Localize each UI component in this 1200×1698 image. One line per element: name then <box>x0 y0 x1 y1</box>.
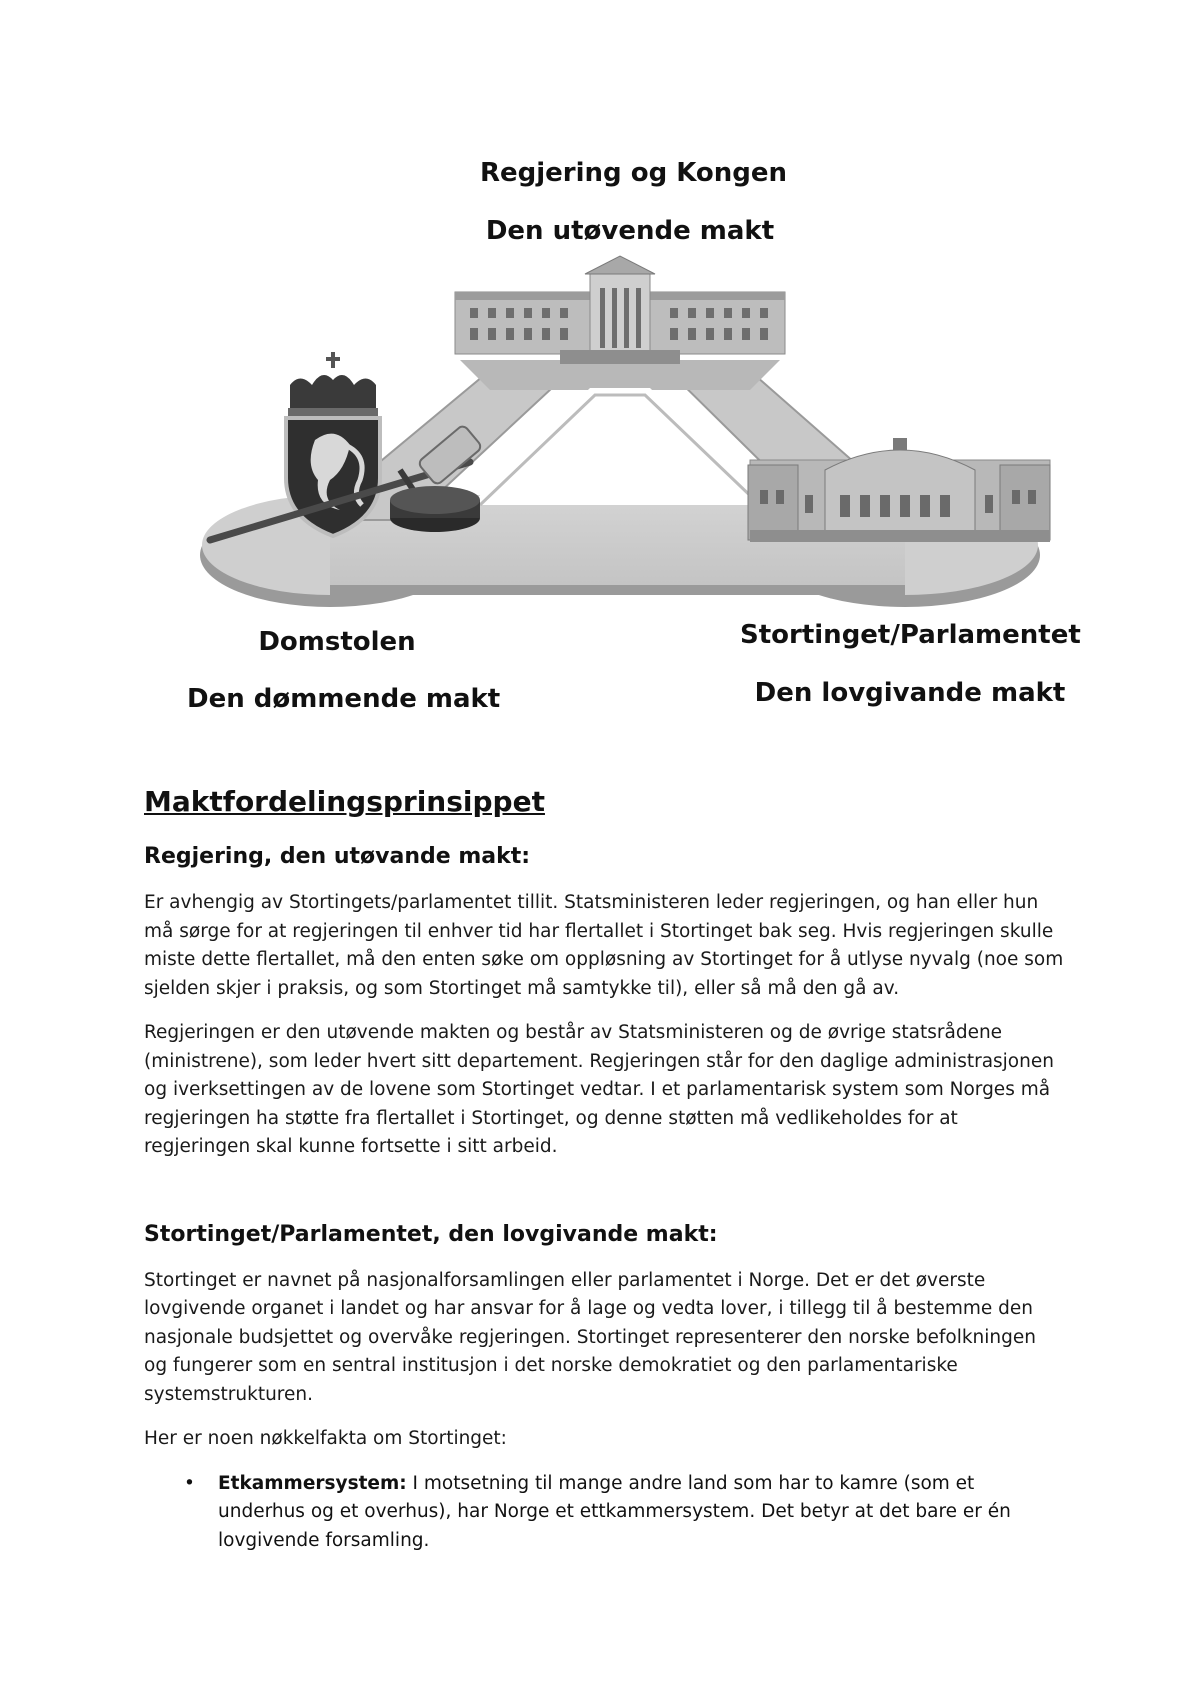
list-item-text: I motsetning til mange andre land som har to kamre (som et underhus og et overhus), har Norge et ettkammersystem. Det betyr at det bare er én lovgivende forsamling. <box>218 1472 1011 1551</box>
document-title: Maktfordelingsprinsippet <box>144 785 545 818</box>
bullet-marker: • <box>184 1472 195 1494</box>
document-body <box>144 785 1064 1555</box>
section-heading-executive: Regjering, den utøvande makt: <box>144 844 531 869</box>
key-facts-list <box>144 1470 1064 1556</box>
judicial-subtitle: Den dømmende makt <box>187 684 501 714</box>
paragraph: Her er noen nøkkelfakta om Stortinget: <box>144 1428 507 1449</box>
list-item-term: Etkammersystem: <box>218 1472 407 1494</box>
executive-subtitle: Den utøvende makt <box>485 216 775 246</box>
paragraph: Regjeringen er den utøvende makten og består av Statsministeren og de øvrige statsrådene (ministrene), som leder hvert sitt departement. Regjeringen står for den daglige administrasjonen og iverksettingen av de lovene som Stortinget vedtar. I et parlamentarisk system som Norges må regjeringen ha støtte fra flertallet i Stortinget, og denne støtten må vedlikeholdes for at regjeringen skal kunne fortsette i sitt arbeid. <box>144 1022 1054 1157</box>
legislative-title: Stortinget/Parlamentet <box>740 620 1081 650</box>
paragraph: Stortinget er navnet på nasjonalforsamlingen eller parlamentet i Norge. Det er det øverste lovgivende organet i landet og har ansvar for å lage og vedta lover, i tillegg til å bestemme den nasjonale budsjettet og overvåke regjeringen. Stortinget representerer den norske befolkningen og fungerer som en sentral institusjon i det norske demokratiet og den parlamentariske systemstrukturen. <box>144 1269 1036 1405</box>
royal-palace-illustration <box>455 256 785 364</box>
legislative-subtitle: Den lovgivande makt <box>754 678 1066 708</box>
section-heading-legislative: Stortinget/Parlamentet, den lovgivande makt: <box>144 1221 718 1247</box>
paragraph: Er avhengig av Stortingets/parlamentet tillit. Statsministeren leder regjeringen, og han eller hun må sørge for at regjeringen til enhver tid har flertallet i Stortinget bak seg. Hvis regjeringen skulle miste dette flertallet, må den enten søke om oppløsning av Stortinget for å utlyse nyvalg (noe som sjelden skjer i praksis, og som Stortinget må samtykke til), eller så må den gå av. <box>144 892 1064 999</box>
executive-title: Regjering og Kongen <box>480 158 788 188</box>
list-item <box>144 1470 1064 1556</box>
judicial-title: Domstolen <box>258 627 416 657</box>
separation-of-powers-diagram <box>0 0 1200 740</box>
coat-of-arms-illustration <box>286 352 380 536</box>
